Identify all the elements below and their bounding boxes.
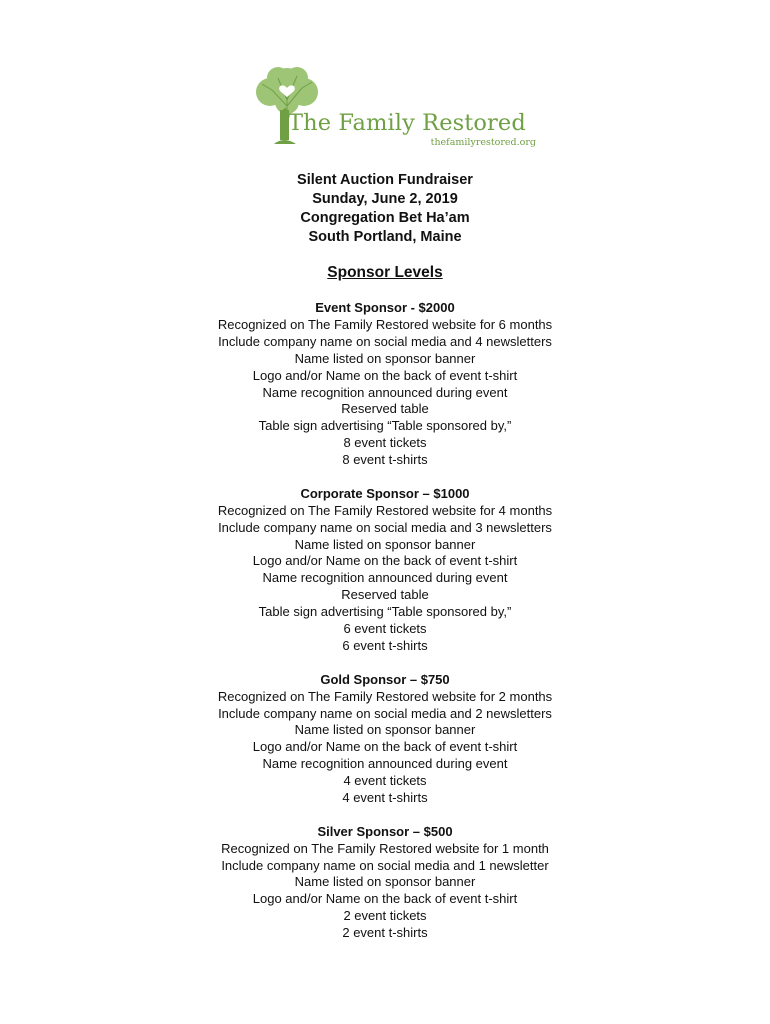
event-location: South Portland, Maine (308, 229, 462, 245)
sponsor-benefit: Name recognition announced during event (262, 384, 508, 400)
sponsor-benefit: 6 event t-shirts (342, 638, 428, 654)
logo-website: thefamilyrestored.org (430, 137, 536, 148)
sponsor-benefit: Table sign advertising “Table sponsored by,” (258, 604, 512, 620)
sponsor-levels-heading: Sponsor Levels (327, 264, 443, 281)
event-title: Silent Auction Fundraiser (297, 172, 473, 188)
sponsor-benefit: Name recognition announced during event (262, 756, 508, 772)
sponsor-benefit: Reserved table (341, 401, 429, 417)
sponsor-level (0, 824, 770, 942)
sponsor-benefit: Recognized on The Family Restored website for 1 month (221, 840, 549, 856)
sponsor-benefit: 2 event t-shirts (342, 925, 428, 941)
sponsor-benefit: Recognized on The Family Restored website for 6 months (217, 316, 553, 332)
sponsor-benefit: Include company name on social media and 2 newsletters (218, 705, 552, 721)
sponsor-benefit: Recognized on The Family Restored website for 4 months (217, 502, 553, 518)
sponsor-benefit: 4 event t-shirts (342, 790, 428, 806)
sponsor-benefit: Logo and/or Name on the back of event t-shirt (252, 553, 518, 569)
sponsor-benefit: 6 event tickets (343, 621, 427, 637)
sponsor-levels-list (0, 300, 770, 959)
organization-logo (252, 66, 542, 150)
sponsor-benefit: 8 event tickets (343, 435, 427, 451)
sponsor-benefit: 4 event tickets (343, 773, 427, 789)
sponsor-benefit: Recognized on The Family Restored website for 2 months (217, 688, 553, 704)
sponsor-level (0, 672, 770, 807)
sponsor-benefit: Name listed on sponsor banner (294, 350, 476, 366)
sponsor-benefit: Table sign advertising “Table sponsored by,” (258, 418, 512, 434)
event-date: Sunday, June 2, 2019 (312, 191, 458, 207)
sponsor-level (0, 486, 770, 655)
sponsor-benefit: Include company name on social media and 4 newsletters (218, 333, 552, 349)
sponsor-level-title: Corporate Sponsor – $1000 (300, 485, 470, 501)
sponsor-benefit: Name recognition announced during event (262, 570, 508, 586)
event-venue: Congregation Bet Ha’am (300, 210, 470, 226)
sponsor-benefit: Logo and/or Name on the back of event t-shirt (252, 739, 518, 755)
sponsor-benefit: Name listed on sponsor banner (294, 722, 476, 738)
sponsor-level-title: Event Sponsor - $2000 (315, 300, 455, 315)
sponsor-benefit: Name listed on sponsor banner (294, 874, 476, 890)
event-details (0, 171, 770, 247)
sponsor-benefit: Include company name on social media and 1 newsletter (221, 857, 549, 873)
sponsor-benefit: Name listed on sponsor banner (294, 536, 476, 552)
sponsor-benefit: 8 event t-shirts (342, 452, 428, 468)
logo-wordmark: The Family Restored (288, 110, 526, 136)
sponsor-level-title: Gold Sponsor – $750 (320, 671, 450, 687)
sponsor-level (0, 300, 770, 469)
sponsor-benefit: Logo and/or Name on the back of event t-shirt (252, 891, 518, 907)
sponsor-benefit: Logo and/or Name on the back of event t-shirt (252, 367, 518, 383)
sponsor-level-title: Silver Sponsor – $500 (317, 823, 453, 839)
sponsor-benefit: 2 event tickets (343, 908, 427, 924)
sponsor-benefit: Include company name on social media and 3 newsletters (218, 519, 552, 535)
sponsor-benefit: Reserved table (341, 587, 429, 603)
